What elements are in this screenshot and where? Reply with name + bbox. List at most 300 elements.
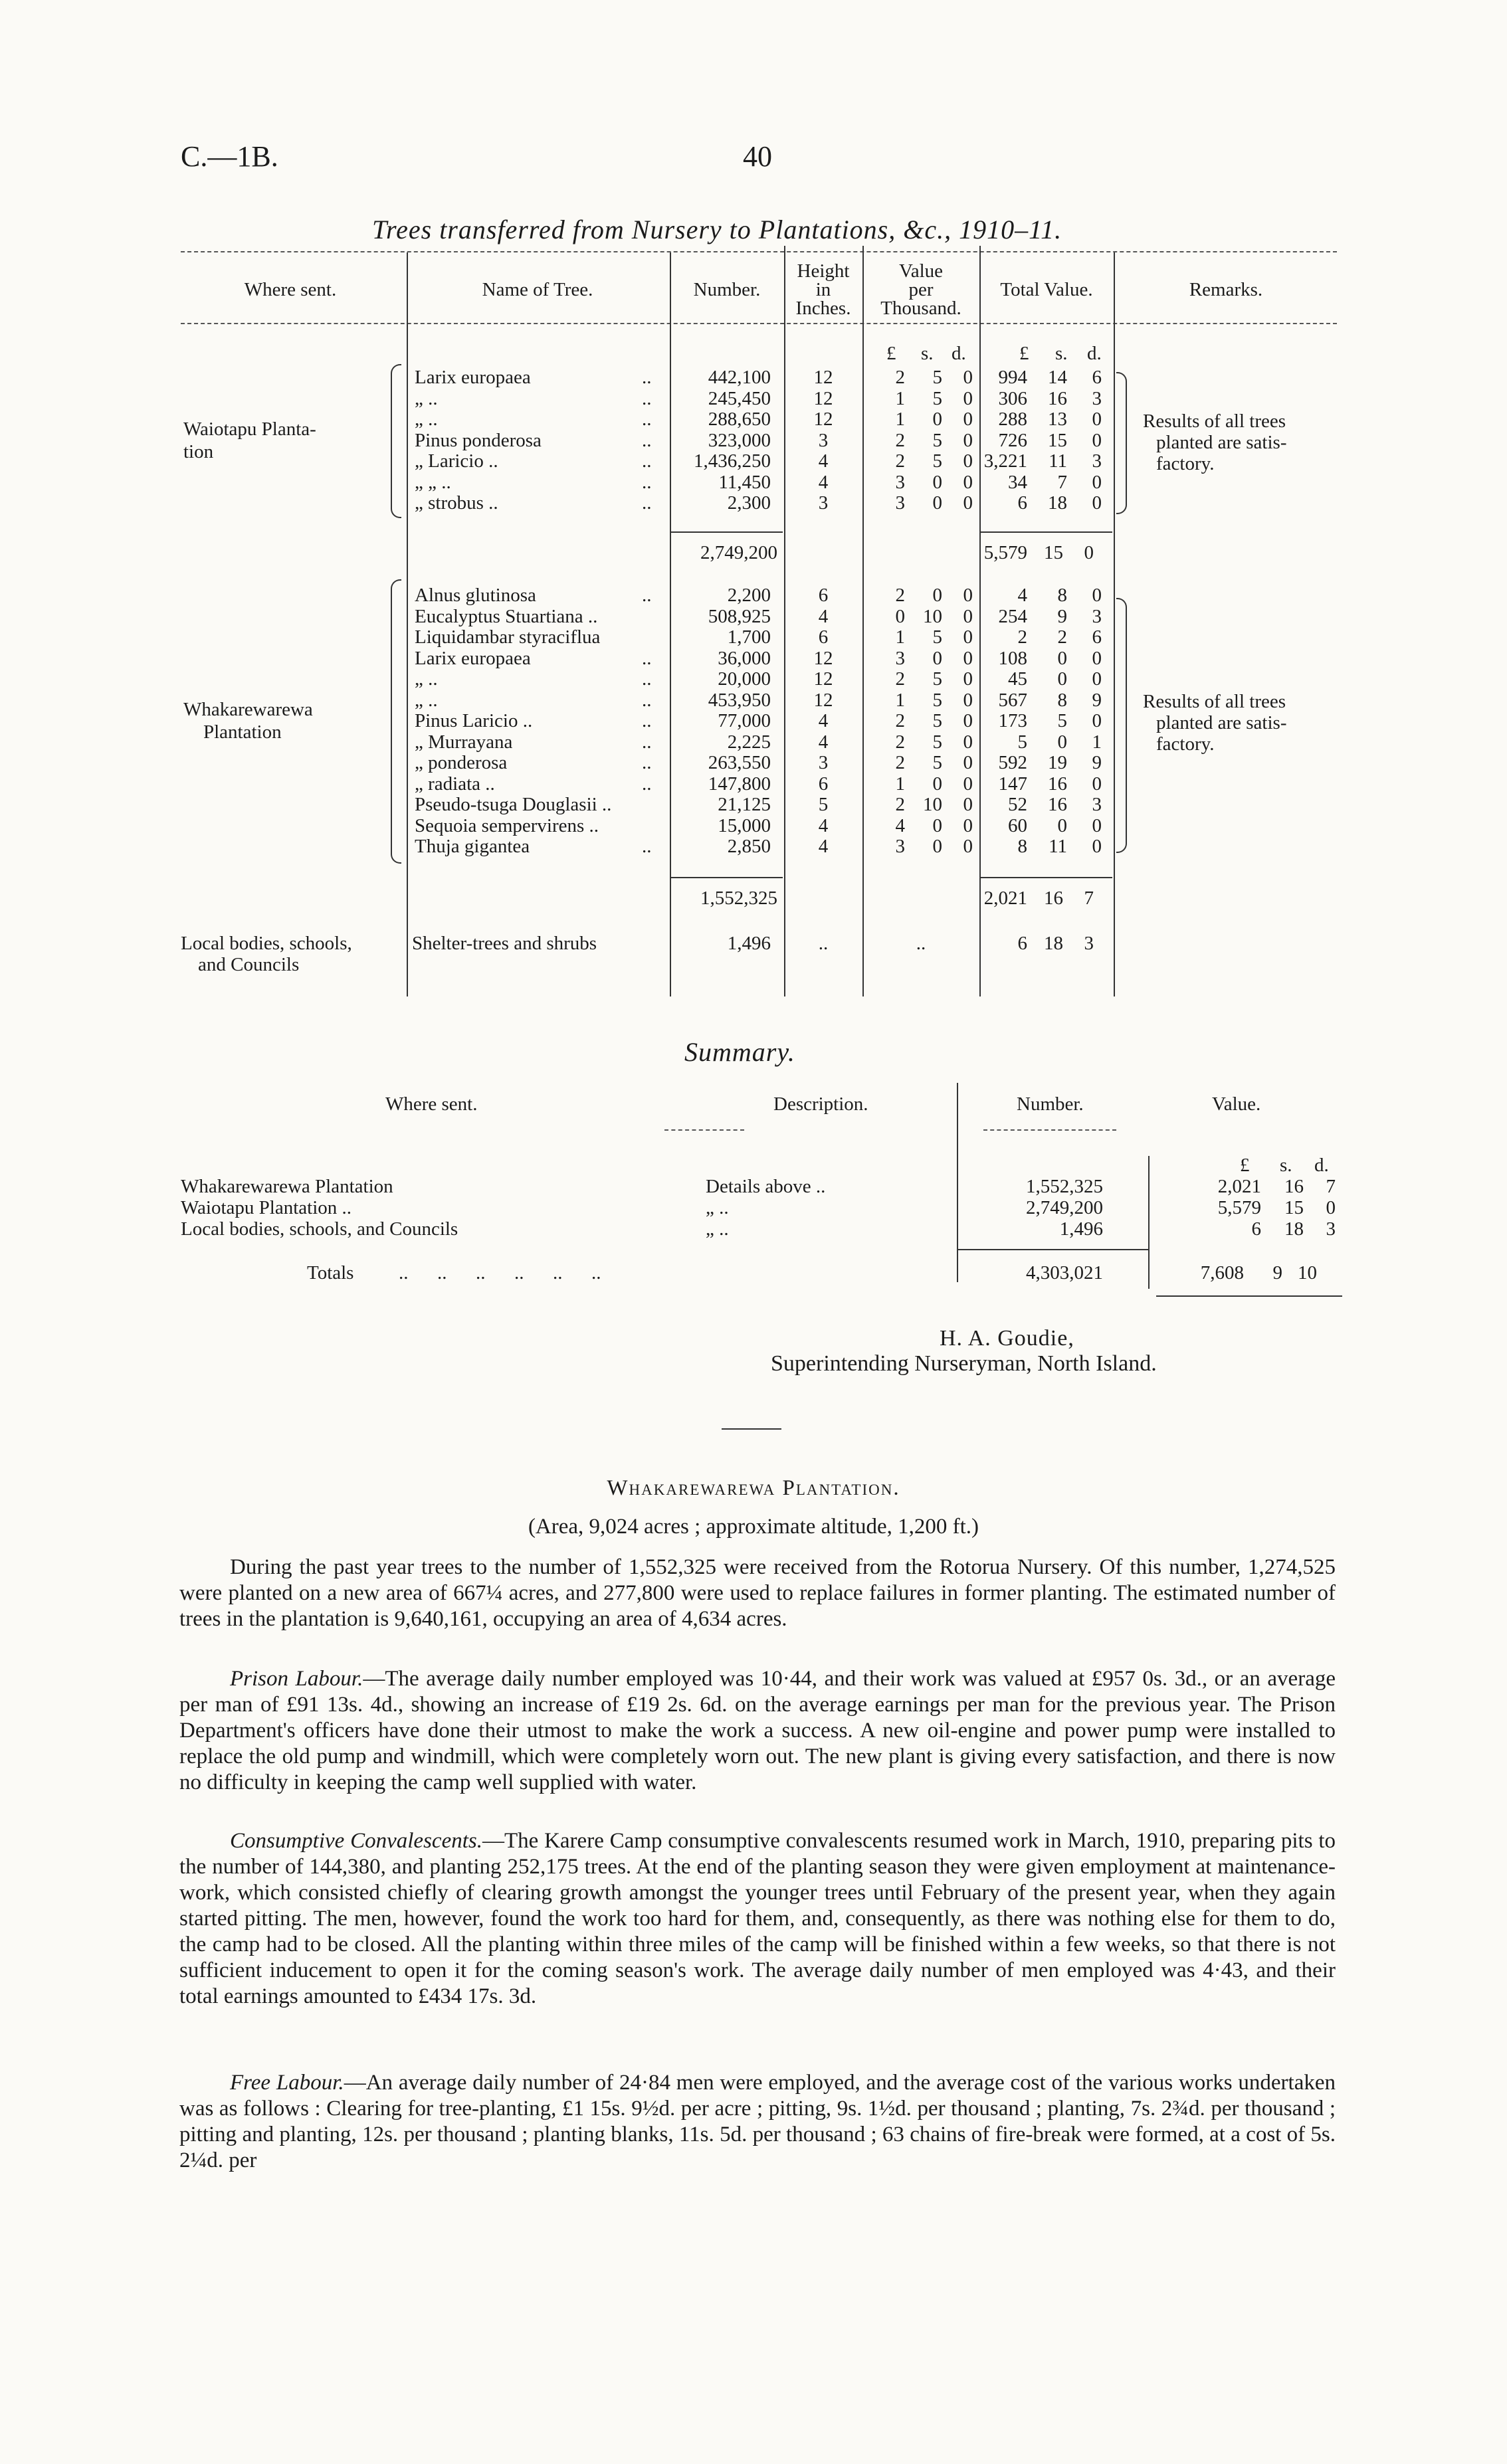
local-number: 1,496: [727, 933, 771, 954]
tree-number: 1,700: [727, 626, 771, 648]
tv-shillings: 11: [1049, 836, 1067, 857]
summary-unit: d.: [1314, 1155, 1329, 1176]
summary-totals-number: 4,303,021: [1026, 1262, 1103, 1283]
signature-name: H. A. Goudie,: [940, 1326, 1074, 1351]
unit-pound: £: [1019, 343, 1029, 364]
vp-pounds: 3: [895, 836, 905, 857]
tree-name: „ ponderosa: [415, 752, 508, 773]
leader-dots: ..: [642, 429, 652, 451]
unit-pence: d.: [952, 343, 966, 364]
header-height-1: Height: [797, 260, 850, 282]
header-height-3: Inches.: [795, 298, 851, 319]
tree-name: „ Murrayana: [415, 731, 513, 753]
tv-pence: 9: [1092, 689, 1102, 711]
tv-shillings: 8: [1057, 689, 1067, 711]
paragraph-text: —An average daily number of 24·84 men were employed, and the average cost of the various works undertaken was as follows : Clearing for tree-planting, £1 15s. 9½d. per acre ; pitting, 9s. 1½d. per thousand ; planting, 7s. 2¾d. per thousand ; pitting and planting, 12s. per thousand ; planting blanks, 11s. 5d. per thousand ; 63 chains of fire-break were formed, at a cost of 5s. 2¼d. per: [179, 2071, 1336, 2172]
vp-pounds: 2: [895, 710, 905, 731]
signature-title: Superintending Nurseryman, North Island.: [771, 1351, 1157, 1376]
summary-where: Waiotapu Plantation ..: [181, 1197, 352, 1218]
vp-pounds: 2: [895, 367, 905, 388]
vp-pence: 0: [963, 450, 973, 472]
vp-pence: 0: [963, 605, 973, 627]
group-where-line1: Waiotapu Planta-: [183, 419, 316, 440]
vp-shillings: 5: [932, 731, 942, 753]
tree-height: 4: [818, 814, 829, 836]
paragraph: [179, 2070, 1336, 2174]
summary-pence: 0: [1326, 1197, 1336, 1218]
tree-number: 21,125: [718, 794, 771, 815]
tv-shillings: 14: [1048, 367, 1067, 388]
vp-pounds: 2: [895, 731, 905, 753]
tree-name: Sequoia sempervirens ..: [415, 814, 599, 836]
tv-shillings: 18: [1044, 933, 1063, 954]
remarks-brace: [1116, 598, 1127, 853]
tree-height: 12: [813, 409, 833, 430]
tree-number: 11,450: [718, 471, 771, 493]
tree-height: 4: [818, 450, 829, 472]
vp-pence: 0: [963, 689, 973, 711]
tv-pence: 0: [1092, 773, 1102, 795]
vp-pounds: 3: [895, 647, 905, 669]
header-number: Number.: [693, 279, 761, 300]
vp-shillings: 5: [932, 668, 942, 690]
tv-pounds: 288: [998, 409, 1027, 430]
vp-pounds: 2: [895, 794, 905, 815]
tree-number: 288,650: [708, 409, 771, 430]
unit-pence: d.: [1087, 343, 1102, 364]
tv-pence: 7: [1084, 888, 1094, 909]
summary-shillings: 15: [1284, 1197, 1304, 1218]
group-remark-line3: factory.: [1156, 733, 1215, 755]
paragraph-text: —The Karere Camp consumptive convalescents resumed work in March, 1910, preparing pits to the number of 144,380, and planting 252,175 trees. At the end of the planting season they were given employment at maintenance-work, which consisted chiefly of clearing growth amongst the younger trees until February of the present year, when they again started pitting. The men, however, found the work too hard for them, and, consequently, as there was nothing else for them to do, the camp had to be closed. All the planting within three miles of the camp will be finished within a few weeks, so that there is not sufficient inducement to open it for the coming season's work. The average daily number of men employed was 4·43, and their total earnings amounted to £434 17s. 3d.: [179, 1829, 1336, 2008]
vp-pence: 0: [963, 429, 973, 451]
summary-description: „ ..: [706, 1218, 729, 1240]
tree-name: Pinus ponderosa: [415, 429, 542, 451]
leader-dots: ..: [642, 773, 652, 795]
leader-dots: ..: [642, 836, 652, 857]
vp-pence: 0: [963, 668, 973, 690]
tv-pence: 0: [1092, 429, 1102, 451]
vp-shillings: 5: [932, 689, 942, 711]
tv-pounds: 994: [998, 367, 1027, 388]
summary-pounds: 6: [1251, 1218, 1261, 1240]
subtotal-rule: [671, 877, 783, 878]
remarks-brace: [1116, 372, 1127, 514]
summary-shillings: 18: [1284, 1218, 1304, 1240]
tree-name: „ Laricio ..: [415, 450, 498, 472]
paragraph-heading: Consumptive Convalescents.: [230, 1829, 482, 1853]
vp-shillings: 0: [932, 814, 942, 836]
tree-number: 15,000: [718, 814, 771, 836]
tree-name: „ ..: [415, 668, 438, 690]
tv-pence: 0: [1092, 492, 1102, 514]
vp-shillings: 0: [932, 585, 942, 606]
header-name: Name of Tree.: [482, 279, 593, 300]
paragraph: [179, 1666, 1336, 1796]
tree-name: Pseudo-tsuga Douglasii ..: [415, 794, 612, 815]
tv-shillings: 15: [1048, 429, 1067, 451]
vp-pounds: 2: [895, 752, 905, 773]
vp-pounds: 3: [895, 492, 905, 514]
vp-pence: 0: [963, 794, 973, 815]
tv-shillings: 15: [1044, 542, 1063, 563]
tv-pounds: 567: [998, 689, 1027, 711]
tv-pounds: 52: [1008, 794, 1027, 815]
tv-pence: 0: [1092, 710, 1102, 731]
vp-pounds: 0: [895, 605, 905, 627]
tv-pounds: 7,608: [1200, 1262, 1244, 1283]
summary-pence: 3: [1326, 1218, 1336, 1240]
tree-name: Thuja gigantea: [415, 836, 530, 857]
leader-dots: ..: [642, 387, 652, 409]
vp-shillings: 5: [932, 367, 942, 388]
tree-number: 20,000: [718, 668, 771, 690]
tv-shillings: 2: [1057, 626, 1067, 648]
tree-number: 323,000: [708, 429, 771, 451]
tv-pence: 0: [1092, 585, 1102, 606]
group-total-value: [981, 542, 1114, 563]
tree-name: Liquidambar styraciflua: [415, 626, 601, 648]
leader-dots: ..: [642, 585, 652, 606]
tree-height: 12: [813, 387, 833, 409]
vp-pence: 0: [963, 773, 973, 795]
local-total-value: [981, 933, 1114, 954]
group-where-line2: tion: [183, 441, 214, 462]
local-where-line2: and Councils: [198, 954, 300, 975]
local-where-line1: Local bodies, schools,: [181, 933, 352, 954]
vp-shillings: 5: [932, 752, 942, 773]
tv-pounds: 8: [1017, 836, 1027, 857]
paragraph-heading: Prison Labour.: [230, 1667, 363, 1691]
paragraph: [179, 1555, 1336, 1632]
tv-shillings: 0: [1057, 647, 1067, 669]
tree-number: 442,100: [708, 367, 771, 388]
group-total-number: 1,552,325: [700, 888, 777, 909]
tv-shillings: 9: [1057, 605, 1067, 627]
vp-pounds: 1: [895, 387, 905, 409]
group-where-line2: Plantation: [203, 721, 282, 743]
vp-shillings: 5: [932, 626, 942, 648]
local-height: ..: [818, 933, 829, 954]
header-remarks: Remarks.: [1189, 279, 1263, 300]
tree-name: Alnus glutinosa: [415, 585, 536, 606]
vp-pence: 0: [963, 710, 973, 731]
tree-height: 12: [813, 689, 833, 711]
tv-pence: 9: [1092, 752, 1102, 773]
tree-name: „ ..: [415, 409, 438, 430]
summary-number: 1,496: [1059, 1218, 1103, 1240]
summary-header-desc: Description.: [773, 1093, 868, 1115]
vp-pounds: 1: [895, 773, 905, 795]
tree-height: 5: [818, 794, 829, 815]
tv-pence: 0: [1092, 409, 1102, 430]
vp-pence: 0: [963, 409, 973, 430]
group-where-line1: Whakarewarewa: [183, 699, 313, 720]
tree-number: 1,436,250: [694, 450, 771, 472]
table-top-rule: [181, 251, 1337, 252]
vp-shillings: 0: [932, 492, 942, 514]
page-ref: C.—1B.: [181, 140, 278, 173]
tree-number: 2,300: [727, 492, 771, 514]
summary-header-number: Number.: [1017, 1093, 1084, 1115]
tv-pounds: 45: [1008, 668, 1027, 690]
vp-pence: 0: [963, 731, 973, 753]
leader-dots: ..: [642, 668, 652, 690]
tree-height: 4: [818, 731, 829, 753]
tv-shillings: 19: [1048, 752, 1067, 773]
tv-shillings: 0: [1057, 814, 1067, 836]
summary-number: 2,749,200: [1026, 1197, 1103, 1218]
tree-height: 12: [813, 367, 833, 388]
tv-shillings: 11: [1049, 450, 1067, 472]
tv-pounds: 3,221: [983, 450, 1027, 472]
summary-title: Summary.: [684, 1037, 795, 1067]
tv-pence: 3: [1092, 450, 1102, 472]
local-value-per-thousand: ..: [916, 933, 926, 954]
summary-shillings: 16: [1284, 1176, 1304, 1197]
tv-pence: 6: [1092, 367, 1102, 388]
tv-shillings: 0: [1057, 731, 1067, 753]
leader-dots: ..: [642, 647, 652, 669]
tv-pounds: 108: [998, 647, 1027, 669]
vp-pence: 0: [963, 814, 973, 836]
tv-pounds: 5,579: [983, 542, 1027, 563]
vp-shillings: 0: [932, 647, 942, 669]
vp-shillings: 0: [932, 409, 942, 430]
tv-pounds: 592: [998, 752, 1027, 773]
tree-number: 263,550: [708, 752, 771, 773]
summary-totals-value: [1169, 1262, 1342, 1283]
leader-dots: ..: [642, 710, 652, 731]
tree-height: 6: [818, 585, 829, 606]
leader-dots: ..: [642, 471, 652, 493]
col-divider: [407, 252, 408, 996]
table-caption: Trees transferred from Nursery to Plantations, &c., 1910–11.: [372, 215, 1062, 244]
tv-pounds: 2,021: [983, 888, 1027, 909]
vp-shillings: 5: [932, 387, 942, 409]
summary-totals-dots: .. .. .. .. .. ..: [399, 1262, 601, 1283]
tv-pounds: 726: [998, 429, 1027, 451]
paragraph: [179, 1828, 1336, 2010]
vp-pence: 0: [963, 836, 973, 857]
local-tree-name: Shelter-trees and shrubs: [412, 933, 597, 954]
tv-pence: 3: [1092, 794, 1102, 815]
tree-height: 6: [818, 626, 829, 648]
tree-height: 12: [813, 668, 833, 690]
vp-pence: 0: [963, 647, 973, 669]
unit-pound: £: [886, 343, 896, 364]
leader-dots: ..: [642, 409, 652, 430]
summary-unit: £: [1240, 1155, 1250, 1176]
vp-pence: 0: [963, 585, 973, 606]
tv-shillings: 7: [1057, 471, 1067, 493]
header-bottom-rule: [181, 323, 1337, 324]
group-remark-line1: Results of all trees: [1143, 411, 1286, 432]
group-remark-line3: factory.: [1156, 453, 1215, 474]
group-remark-line2: planted are satis-: [1156, 712, 1287, 733]
tv-shillings: 9: [1272, 1262, 1282, 1283]
tv-pence: 10: [1298, 1262, 1317, 1283]
vp-pence: 0: [963, 752, 973, 773]
tree-height: 4: [818, 605, 829, 627]
tv-pounds: 254: [998, 605, 1027, 627]
section-title: Whakarewarewa Plantation.: [607, 1476, 900, 1500]
summary-totals-label: Totals: [307, 1262, 354, 1283]
leader-dots: ..: [642, 367, 652, 388]
summary-header-where: Where sent.: [385, 1093, 478, 1115]
tree-number: 2,850: [727, 836, 771, 857]
header-value-2: per: [908, 279, 934, 300]
vp-shillings: 0: [932, 471, 942, 493]
tv-pence: 0: [1092, 836, 1102, 857]
summary-divider: [1148, 1156, 1150, 1289]
tv-pounds: 5: [1017, 731, 1027, 753]
header-height-2: in: [815, 279, 831, 300]
subtotal-rule: [671, 531, 783, 533]
group-remark-line1: Results of all trees: [1143, 691, 1286, 712]
page-number: 40: [743, 140, 772, 173]
summary-total-rule: [957, 1249, 1150, 1250]
tree-height: 6: [818, 773, 829, 795]
tv-pounds: 60: [1008, 814, 1027, 836]
section-subtitle: (Area, 9,024 acres ; approximate altitude, 1,200 ft.): [528, 1515, 979, 1539]
summary-unit: s.: [1280, 1155, 1292, 1176]
vp-shillings: 5: [932, 710, 942, 731]
leader-dots: ..: [642, 492, 652, 514]
vp-pounds: 3: [895, 471, 905, 493]
vp-shillings: 10: [923, 605, 942, 627]
group-total-value: [981, 888, 1114, 909]
vp-pence: 0: [963, 492, 973, 514]
vp-shillings: 5: [932, 429, 942, 451]
summary-where: Local bodies, schools, and Councils: [181, 1218, 458, 1240]
tree-number: 453,950: [708, 689, 771, 711]
vp-pence: 0: [963, 367, 973, 388]
summary-pence: 7: [1326, 1176, 1336, 1197]
vp-pence: 0: [963, 471, 973, 493]
tree-number: 245,450: [708, 387, 771, 409]
tree-number: 147,800: [708, 773, 771, 795]
vp-pounds: 1: [895, 626, 905, 648]
col-divider: [1114, 252, 1115, 996]
tv-pounds: 173: [998, 710, 1027, 731]
tv-shillings: 16: [1048, 794, 1067, 815]
tree-number: 77,000: [718, 710, 771, 731]
tree-height: 4: [818, 471, 829, 493]
header-value-3: Thousand.: [880, 298, 961, 319]
tv-shillings: 0: [1057, 668, 1067, 690]
summary-header-value: Value.: [1212, 1093, 1261, 1115]
vp-pounds: 1: [895, 409, 905, 430]
tv-pounds: 4: [1017, 585, 1027, 606]
tv-shillings: 16: [1044, 888, 1063, 909]
tree-height: 4: [818, 710, 829, 731]
tree-name: „ ..: [415, 689, 438, 711]
tv-pounds: 2: [1017, 626, 1027, 648]
tv-pence: 6: [1092, 626, 1102, 648]
tv-pence: 1: [1092, 731, 1102, 753]
tree-number: 2,225: [727, 731, 771, 753]
leader-dots: ..: [642, 450, 652, 472]
summary-header-rule: [664, 1129, 744, 1131]
tree-height: 3: [818, 752, 829, 773]
tv-pounds: 147: [998, 773, 1027, 795]
group-remark-line2: planted are satis-: [1156, 432, 1287, 453]
tree-name: Larix europaea: [415, 647, 531, 669]
tree-name: „ „ ..: [415, 471, 451, 493]
tree-name: „ ..: [415, 387, 438, 409]
tv-shillings: 13: [1048, 409, 1067, 430]
summary-header-rule: [983, 1129, 1116, 1131]
tv-pounds: 6: [1017, 933, 1027, 954]
vp-pounds: 2: [895, 668, 905, 690]
summary-where: Whakarewarewa Plantation: [181, 1176, 393, 1197]
leader-dots: ..: [642, 689, 652, 711]
summary-pounds: 2,021: [1217, 1176, 1261, 1197]
vp-pounds: 2: [895, 585, 905, 606]
vp-pounds: 2: [895, 429, 905, 451]
summary-bottom-rule: [1156, 1295, 1342, 1297]
vp-shillings: 10: [923, 794, 942, 815]
subtotal-rule: [981, 531, 1112, 533]
vp-pounds: 1: [895, 689, 905, 711]
col-divider: [862, 246, 864, 996]
tree-number: 508,925: [708, 605, 771, 627]
tv-pence: 3: [1092, 387, 1102, 409]
paragraph-text: During the past year trees to the number of 1,552,325 were received from the Rotorua Nursery. Of this number, 1,274,525 were planted on a new area of 667¼ acres, and 277,800 were used to replace failures in former planting. The estimated number of trees in the plantation is 9,640,161, occupying an area of 4,634 acres.: [179, 1555, 1336, 1631]
summary-description: Details above ..: [706, 1176, 826, 1197]
tv-pounds: 306: [998, 387, 1027, 409]
tv-shillings: 8: [1057, 585, 1067, 606]
leader-dots: ..: [642, 731, 652, 753]
tv-shillings: 18: [1048, 492, 1067, 514]
tv-pence: 3: [1092, 605, 1102, 627]
summary-pounds: 5,579: [1217, 1197, 1261, 1218]
summary-number: 1,552,325: [1026, 1176, 1103, 1197]
header-total: Total Value.: [1000, 279, 1093, 300]
vp-pence: 0: [963, 387, 973, 409]
leader-dots: ..: [642, 752, 652, 773]
tree-height: 12: [813, 647, 833, 669]
tv-shillings: 16: [1048, 387, 1067, 409]
paragraph-heading: Free Labour.: [230, 2071, 344, 2095]
vp-shillings: 5: [932, 450, 942, 472]
vp-pence: 0: [963, 626, 973, 648]
vp-shillings: 0: [932, 836, 942, 857]
group-brace: [391, 364, 401, 518]
paragraph-text: —The average daily number employed was 10·44, and their work was valued at £957 0s. 3d., or an average per man of £91 13s. 4d., showing an increase of £19 2s. 6d. on the average earnings per man for the previous year. The Prison Department's officers have done their utmost to make the work a success. A new oil-engine and power pump were installed to replace the old pump and windmill, which were completely worn out. The new plant is giving every satisfaction, and there is now no difficulty in keeping the camp well supplied with water.: [179, 1667, 1336, 1794]
unit-shilling: s.: [1055, 343, 1068, 364]
group-brace: [391, 579, 401, 864]
tv-pounds: 6: [1017, 492, 1027, 514]
tree-name: Eucalyptus Stuartiana ..: [415, 605, 598, 627]
vp-pounds: 4: [895, 814, 905, 836]
tree-name: „ strobus ..: [415, 492, 498, 514]
unit-shilling: s.: [921, 343, 934, 364]
tv-pence: 3: [1084, 933, 1094, 954]
header-value-1: Value: [898, 260, 944, 282]
tv-pence: 0: [1084, 542, 1094, 563]
tv-shillings: 5: [1057, 710, 1067, 731]
tree-height: 3: [818, 492, 829, 514]
group-total-number: 2,749,200: [700, 542, 777, 563]
tv-pounds: 34: [1008, 471, 1027, 493]
vp-shillings: 0: [932, 773, 942, 795]
header-where: Where sent.: [244, 279, 337, 300]
tree-number: 2,200: [727, 585, 771, 606]
tv-pence: 0: [1092, 668, 1102, 690]
tv-shillings: 16: [1048, 773, 1067, 795]
